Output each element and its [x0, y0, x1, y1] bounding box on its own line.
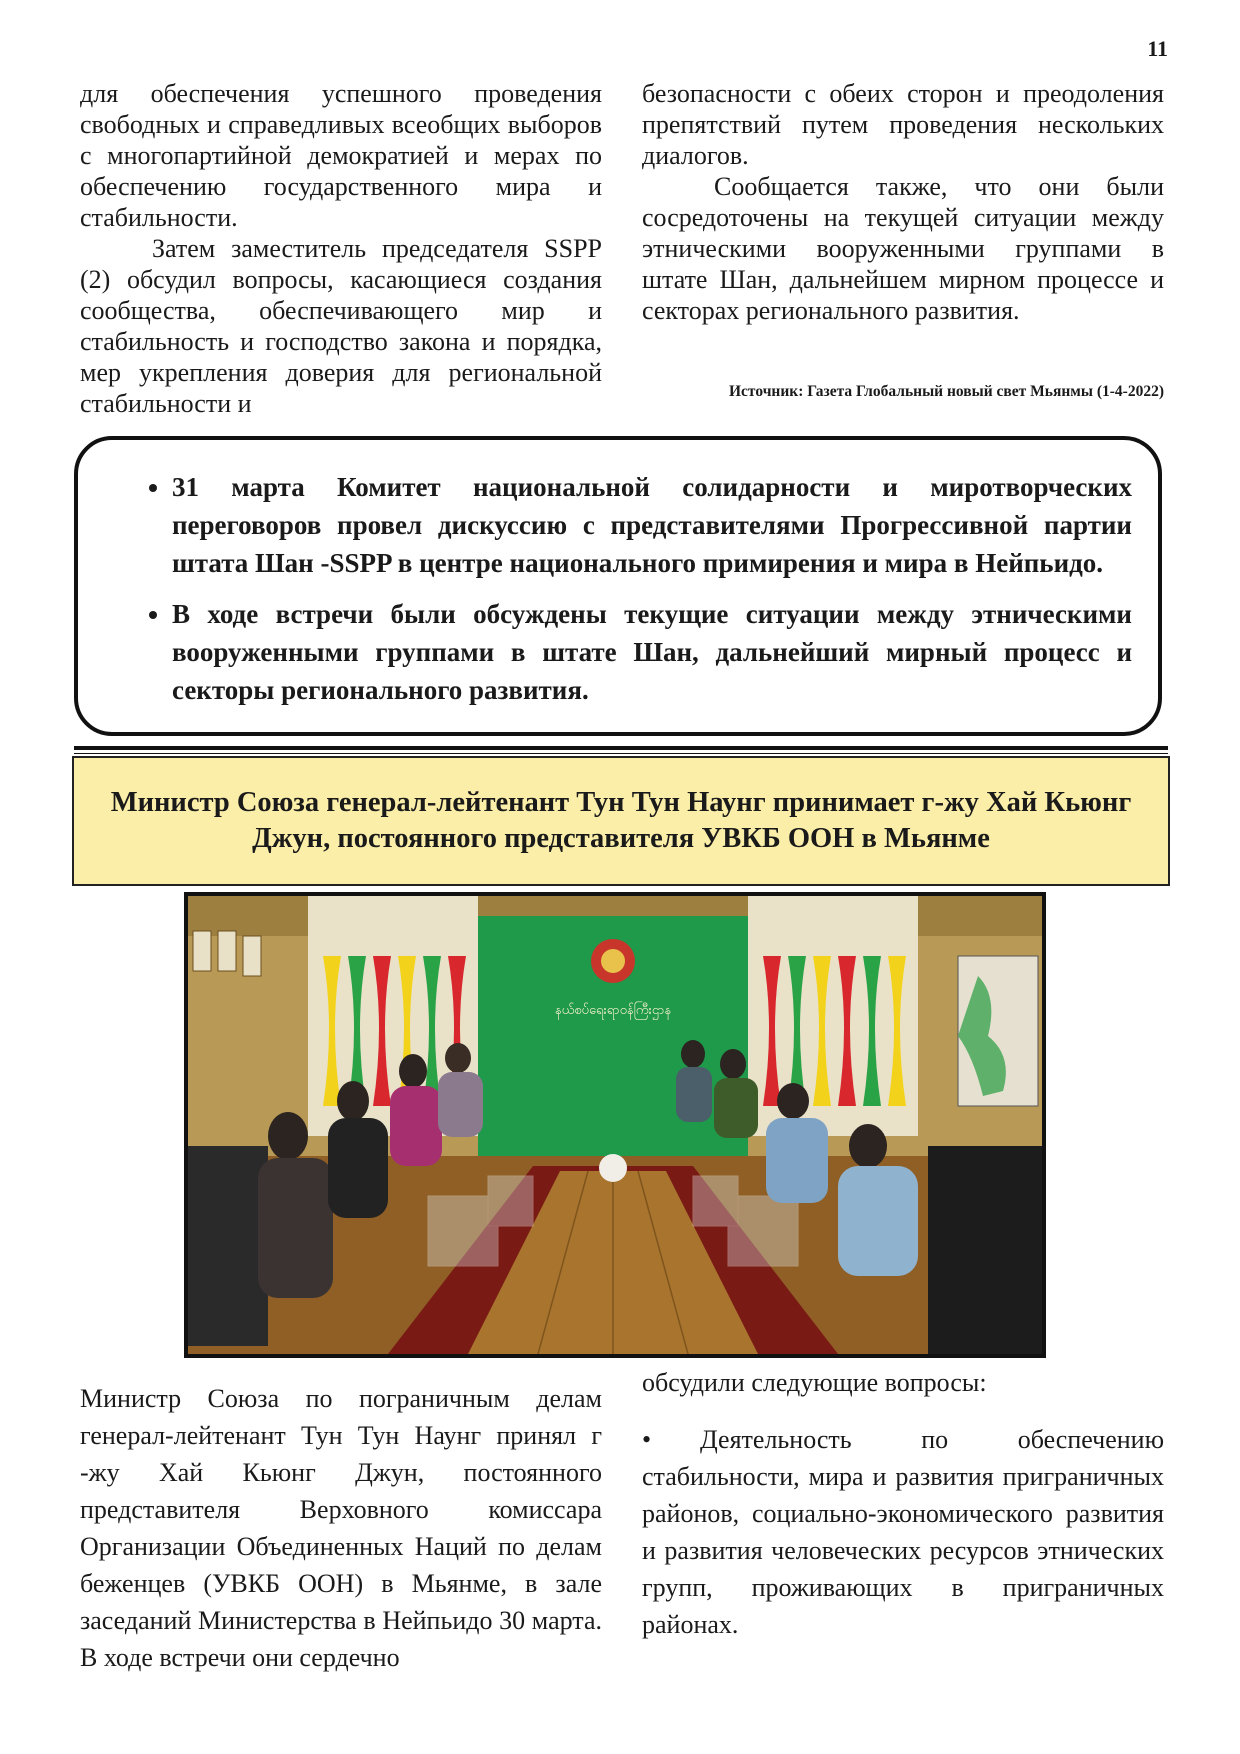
backdrop-banner: နယ်စပ်ရေးရာဝန်ကြီးဌာန — [554, 1002, 672, 1017]
section-divider — [74, 746, 1168, 750]
top-right-paragraph-2: Сообщается также, что они были сосредоточены на текущей ситуации между этническими вооруженными группами в штате Шан, дальнейшем мирном процессе и секторах регионального развития. — [642, 172, 1164, 325]
top-left-column — [80, 78, 602, 419]
top-left-paragraph-1: для обеспечения успешного проведения свободных и справедливых всеобщих выборов с многопартийной демократией и мерах по обеспечению государственного мира и стабильности. — [80, 79, 602, 232]
article-headline: Министр Союза генерал-лейтенант Тун Тун Наунг принимает г-жу Хай Кьюнг Джун, постоянного представителя УВКБ ООН в Мьянме — [72, 756, 1170, 886]
bottom-right-column — [642, 1364, 1164, 1643]
bottom-right-intro: обсудили следующие вопросы: — [642, 1368, 987, 1397]
meeting-photo-illustration — [188, 896, 1042, 1354]
bottom-left-paragraph: Министр Союза по пограничным делам генерал-лейтенант Тун Тун Наунг принял г -жу Хай Кьюнг Джун, постоянного представителя Верховного комиссара Организации Объединенных Наций по делам беженцев (УВКБ ООН) в Мьянме, в зале заседаний Министерства в Нейпьидо 30 марта. В ходе встречи они сердечно — [80, 1384, 602, 1672]
top-right-paragraph-1: безопасности с обеих сторон и преодоления препятствий путем проведения нескольких диалогов. — [642, 79, 1164, 170]
bottom-left-column — [80, 1380, 602, 1676]
bullet-marker: • — [642, 1425, 652, 1454]
top-right-column — [642, 78, 1164, 326]
page-number: 11 — [1147, 36, 1168, 61]
summary-box — [74, 436, 1162, 736]
bottom-right-bullet-text: Деятельность по обеспечению стабильности, мира и развития приграничных районов, социально-экономического развития и развития человеческих ресурсов этнических групп, проживающих в приграничных районах. — [642, 1425, 1164, 1639]
section-divider-thin — [74, 753, 1168, 754]
top-left-paragraph-2: Затем заместитель председателя SSPP (2) обсудил вопросы, касающиеся создания сообщества, обеспечивающего мир и стабильность и господство закона и порядка, мер укрепления доверия для региональной стабильности и — [80, 234, 602, 418]
bottom-right-bullet — [642, 1421, 1164, 1643]
summary-item: • В ходе встречи были обсуждены текущие ситуации между этническими вооруженными группами в штате Шан, дальнейший мирный процесс и секторы регионального развития. — [172, 595, 1132, 709]
source-citation: Источник: Газета Глобальный новый свет Мьянмы (1-4-2022) — [729, 383, 1164, 400]
summary-list — [120, 468, 1132, 709]
summary-item: • 31 марта Комитет национальной солидарности и миротворческих переговоров провел дискуссию с представителями Прогрессивной партии штата Шан -SSPP в центре национального примирения и мира в Нейпьидо. — [172, 468, 1132, 582]
meeting-photo — [184, 892, 1046, 1358]
